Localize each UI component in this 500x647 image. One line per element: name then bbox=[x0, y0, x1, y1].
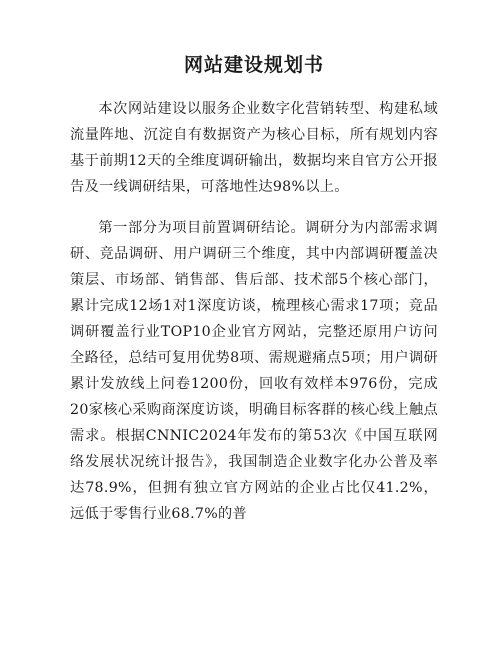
paragraph-intro: 本次网站建设以服务企业数字化营销转型、构建私域流量阵地、沉淀自有数据资产为核心目标，所有规划内容基于前期12天的全维度调研输出，数据均来自官方公开报告及一线调研结果，可落地性达98%以上。 bbox=[70, 101, 438, 195]
paragraph-research: 第一部分为项目前置调研结论。调研分为内部需求调研、竞品调研、用户调研三个维度，其中内部调研覆盖决策层、市场部、销售部、售后部、技术部5个核心部门，累计完成12场1对1深度访谈，梳理核心需求17项；竞品调研覆盖行业TOP10企业官方网站，完整还原用户访问全路径，总结可复用优势8项、需规避痛点5项；用户调研累计发放线上问卷1200份，回收有效样本976份，完成20家核心采购商深度访谈，明确目标客群的核心线上触点需求。根据CNNIC2024年发布的第53次《中国互联网络发展状况统计报告》，我国制造企业数字化办公普及率达78.9%，但拥有独立官方网站的企业占比仅41.2%，远低于零售行业68.7%的普 bbox=[70, 220, 438, 522]
document-title: 网站建设规划书 bbox=[183, 54, 324, 76]
